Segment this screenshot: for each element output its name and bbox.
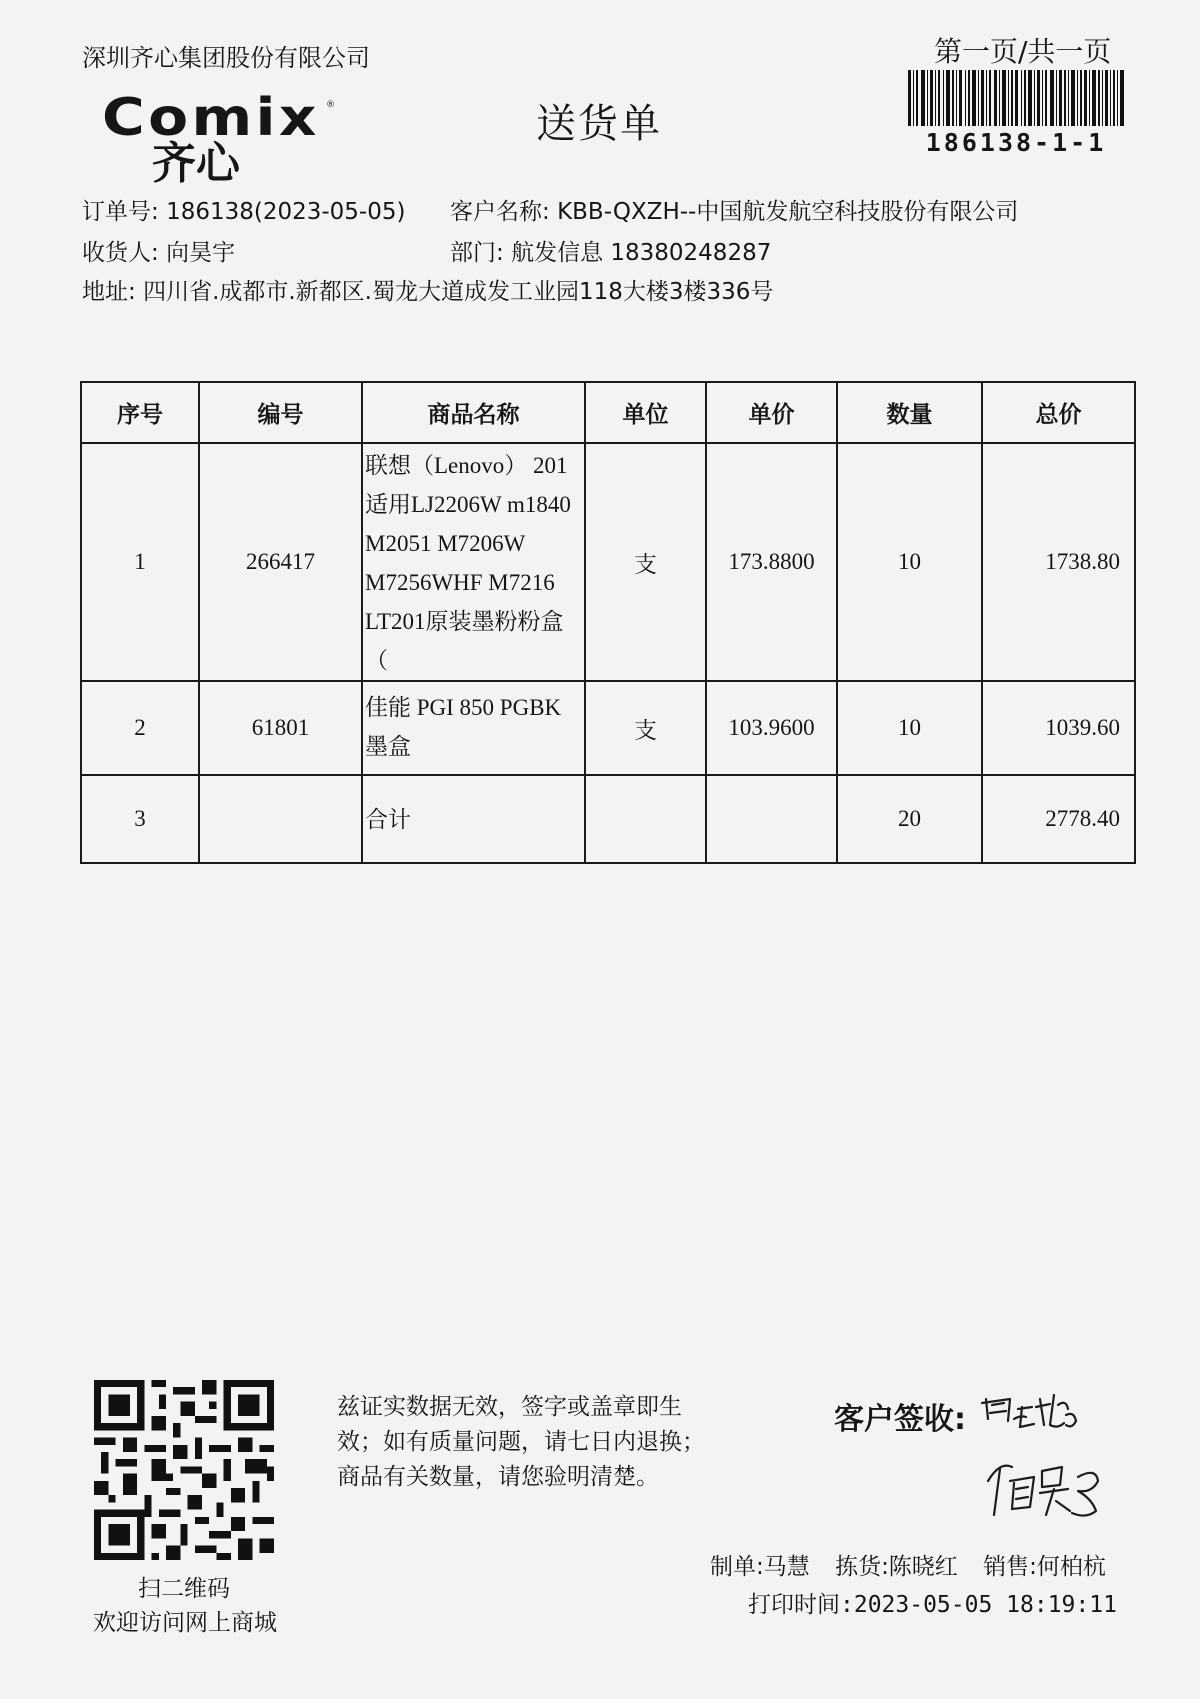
logo-text-cn: 齐心 xyxy=(152,138,240,189)
table-row-total xyxy=(81,775,1135,863)
cell-total: 1738.80 xyxy=(982,443,1135,681)
cell-price: 103.9600 xyxy=(706,681,837,775)
cell-qty: 10 xyxy=(837,443,982,681)
cell-total: 2778.40 xyxy=(982,775,1135,863)
cell-qty: 10 xyxy=(837,681,982,775)
qr-code xyxy=(94,1380,274,1560)
staff-info xyxy=(710,1548,1124,1581)
cell-unit: 支 xyxy=(585,443,706,681)
cell-code: 266417 xyxy=(199,443,362,681)
order-number: 订单号: 186138(2023-05-05) xyxy=(82,199,406,225)
department: 部门: 航发信息 18380248287 xyxy=(450,240,772,266)
cell-code: 61801 xyxy=(199,681,362,775)
col-header-name: 商品名称 xyxy=(362,382,585,443)
cell-name: 佳能 PGI 850 PGBK 墨盒 xyxy=(362,681,585,775)
comix-logo xyxy=(100,88,340,189)
cell-qty: 20 xyxy=(837,775,982,863)
logo-text-en: Comix xyxy=(102,88,320,148)
sales: 销售:何柏杭 xyxy=(983,1554,1106,1580)
cell-price: 173.8800 xyxy=(706,443,837,681)
cell-unit xyxy=(585,775,706,863)
address: 地址: 四川省.成都市.新都区.蜀龙大道成发工业园118大楼3楼336号 xyxy=(82,279,774,305)
print-time: 打印时间:2023-05-05 18:19:11 xyxy=(748,1592,1117,1618)
picker: 拣货:陈晓红 xyxy=(835,1554,958,1580)
items-table xyxy=(80,381,1136,864)
table-header-row xyxy=(81,382,1135,443)
cell-seq: 3 xyxy=(81,775,199,863)
table-row xyxy=(81,681,1135,775)
company-name: 深圳齐心集团股份有限公司 xyxy=(82,44,370,72)
registered-mark: ® xyxy=(326,100,335,110)
col-header-total: 总价 xyxy=(982,382,1135,443)
cell-seq: 2 xyxy=(81,681,199,775)
page-indicator: 第一页/共一页 xyxy=(934,35,1112,68)
qr-caption: 扫二维码 xyxy=(138,1576,230,1602)
barcode-number: 186138-1-1 xyxy=(925,128,1107,157)
cell-price xyxy=(706,775,837,863)
cell-name: 合计 xyxy=(362,775,585,863)
customer-sign-label: 客户签收: xyxy=(834,1402,966,1437)
barcode xyxy=(908,70,1124,126)
cell-name: 联想（Lenovo） 201 适用LJ2206W m1840 M2051 M7206W M7256WHF M7216 LT201原装墨粉粉盒 （ xyxy=(362,443,585,681)
col-header-qty: 数量 xyxy=(837,382,982,443)
maker: 制单:马慧 xyxy=(710,1554,810,1580)
col-header-unit: 单位 xyxy=(585,382,706,443)
cell-code xyxy=(199,775,362,863)
col-header-price: 单价 xyxy=(706,382,837,443)
cell-unit: 支 xyxy=(585,681,706,775)
cell-total: 1039.60 xyxy=(982,681,1135,775)
col-header-code: 编号 xyxy=(199,382,362,443)
table-row xyxy=(81,443,1135,681)
receiver: 收货人: 向昊宇 xyxy=(82,240,236,266)
col-header-seq: 序号 xyxy=(81,382,199,443)
customer-name: 客户名称: KBB-QXZH--中国航发航空科技股份有限公司 xyxy=(450,199,1019,225)
qr-caption-sub: 欢迎访问网上商城 xyxy=(93,1610,277,1636)
handwritten-signature xyxy=(970,1385,1130,1545)
notice-text: 兹证实数据无效，签字或盖章即生 效；如有质量问题，请七日内退换； 商品有关数量，请您验明清楚。 xyxy=(337,1394,705,1490)
document-title: 送货单 xyxy=(536,101,662,147)
cell-seq: 1 xyxy=(81,443,199,681)
